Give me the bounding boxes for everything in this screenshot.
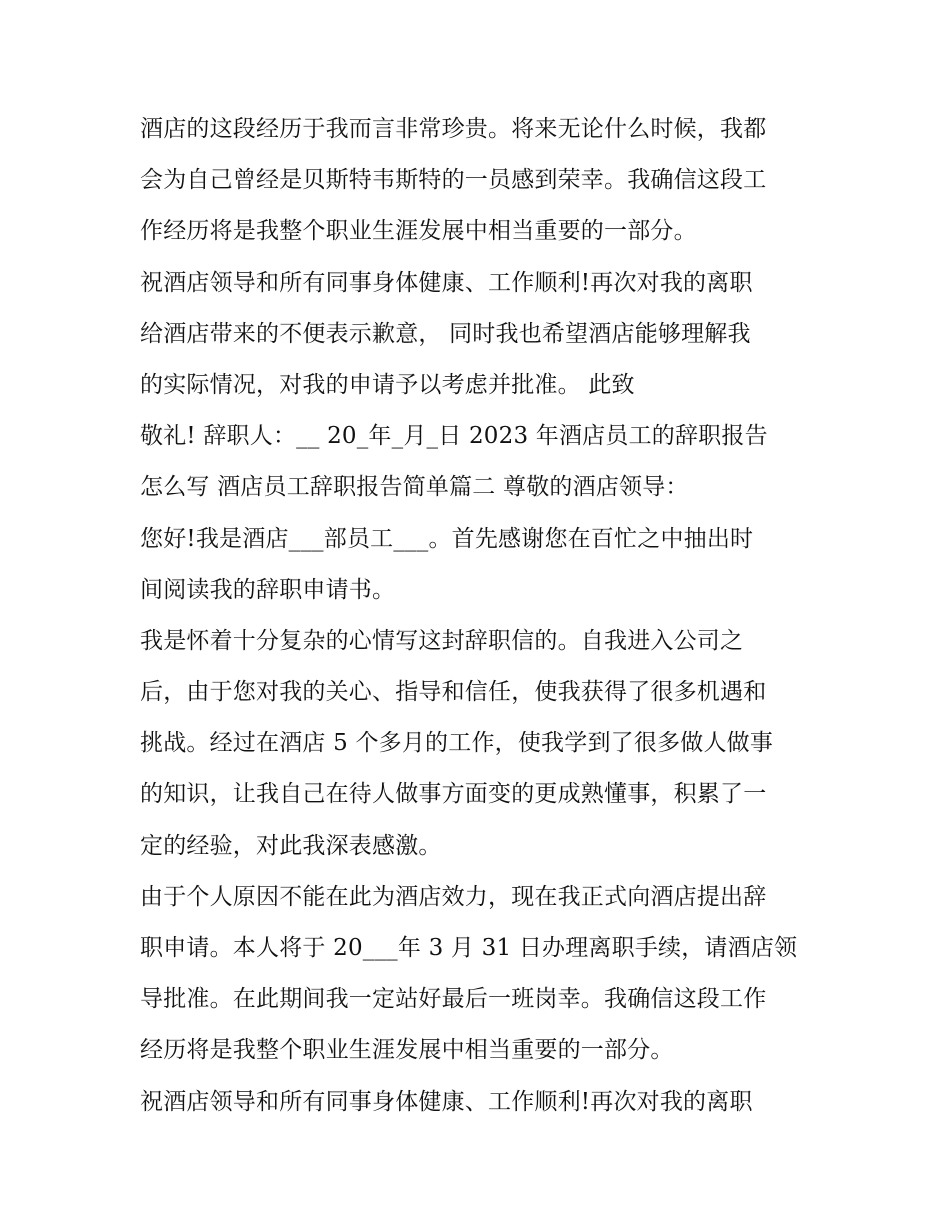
text-line: 敬礼! 辞职人：__ 20_年_月_日 2023 年酒店员工的辞职报告 [140,423,768,450]
text-line: 职申请。本人将于 20___年 3 月 31 日办理离职手续，请酒店领 [140,935,798,961]
document-body [140,104,830,1128]
text-line: 的实际情况，对我的申请予以考虑并批准。 此致 [140,371,635,398]
text-line: 给酒店带来的不便表示歉意， 同时我也希望酒店能够理解我 [140,320,751,347]
text-line: 怎么写 酒店员工辞职报告简单篇二 尊敬的酒店领导： [140,474,689,501]
text-line: 酒店的这段经历于我而言非常珍贵。将来无论什么时候，我都 [140,116,767,142]
text-line: 由于个人原因不能在此为酒店效力，现在我正式向酒店提出辞 [140,883,767,910]
text-line: 经历将是我整个职业生涯发展中相当重要的一部分。 [140,1037,674,1064]
text-line: 我是怀着十分复杂的心情写这封辞职信的。自我进入公司之 [140,627,744,654]
text-line: 祝酒店领导和所有同事身体健康、工作顺利!再次对我的离职 [140,269,753,296]
text-line: 后，由于您对我的关心、指导和信任，使我获得了很多机遇和 [140,679,767,706]
text-line: 定的经验，对此我深表感激。 [140,832,442,859]
text-line: 导批准。在此期间我一定站好最后一班岗幸。我确信这段工作 [140,986,767,1013]
text-line: 祝酒店领导和所有同事身体健康、工作顺利!再次对我的离职 [140,1088,753,1115]
text-line: 会为自己曾经是贝斯特韦斯特的一员感到荣幸。我确信这段工 [140,167,767,194]
text-line: 作经历将是我整个职业生涯发展中相当重要的一部分。 [140,218,697,245]
text-line: 的知识，让我自己在待人做事方面变的更成熟懂事，积累了一 [140,781,767,808]
text-line: 您好!我是酒店___部员工___。首先感谢您在百忙之中抽出时 [140,525,754,552]
text-line: 挑战。经过在酒店 5 个多月的工作，使我学到了很多做人做事 [140,730,774,757]
text-line: 间阅读我的辞职申请书。 [140,576,396,603]
